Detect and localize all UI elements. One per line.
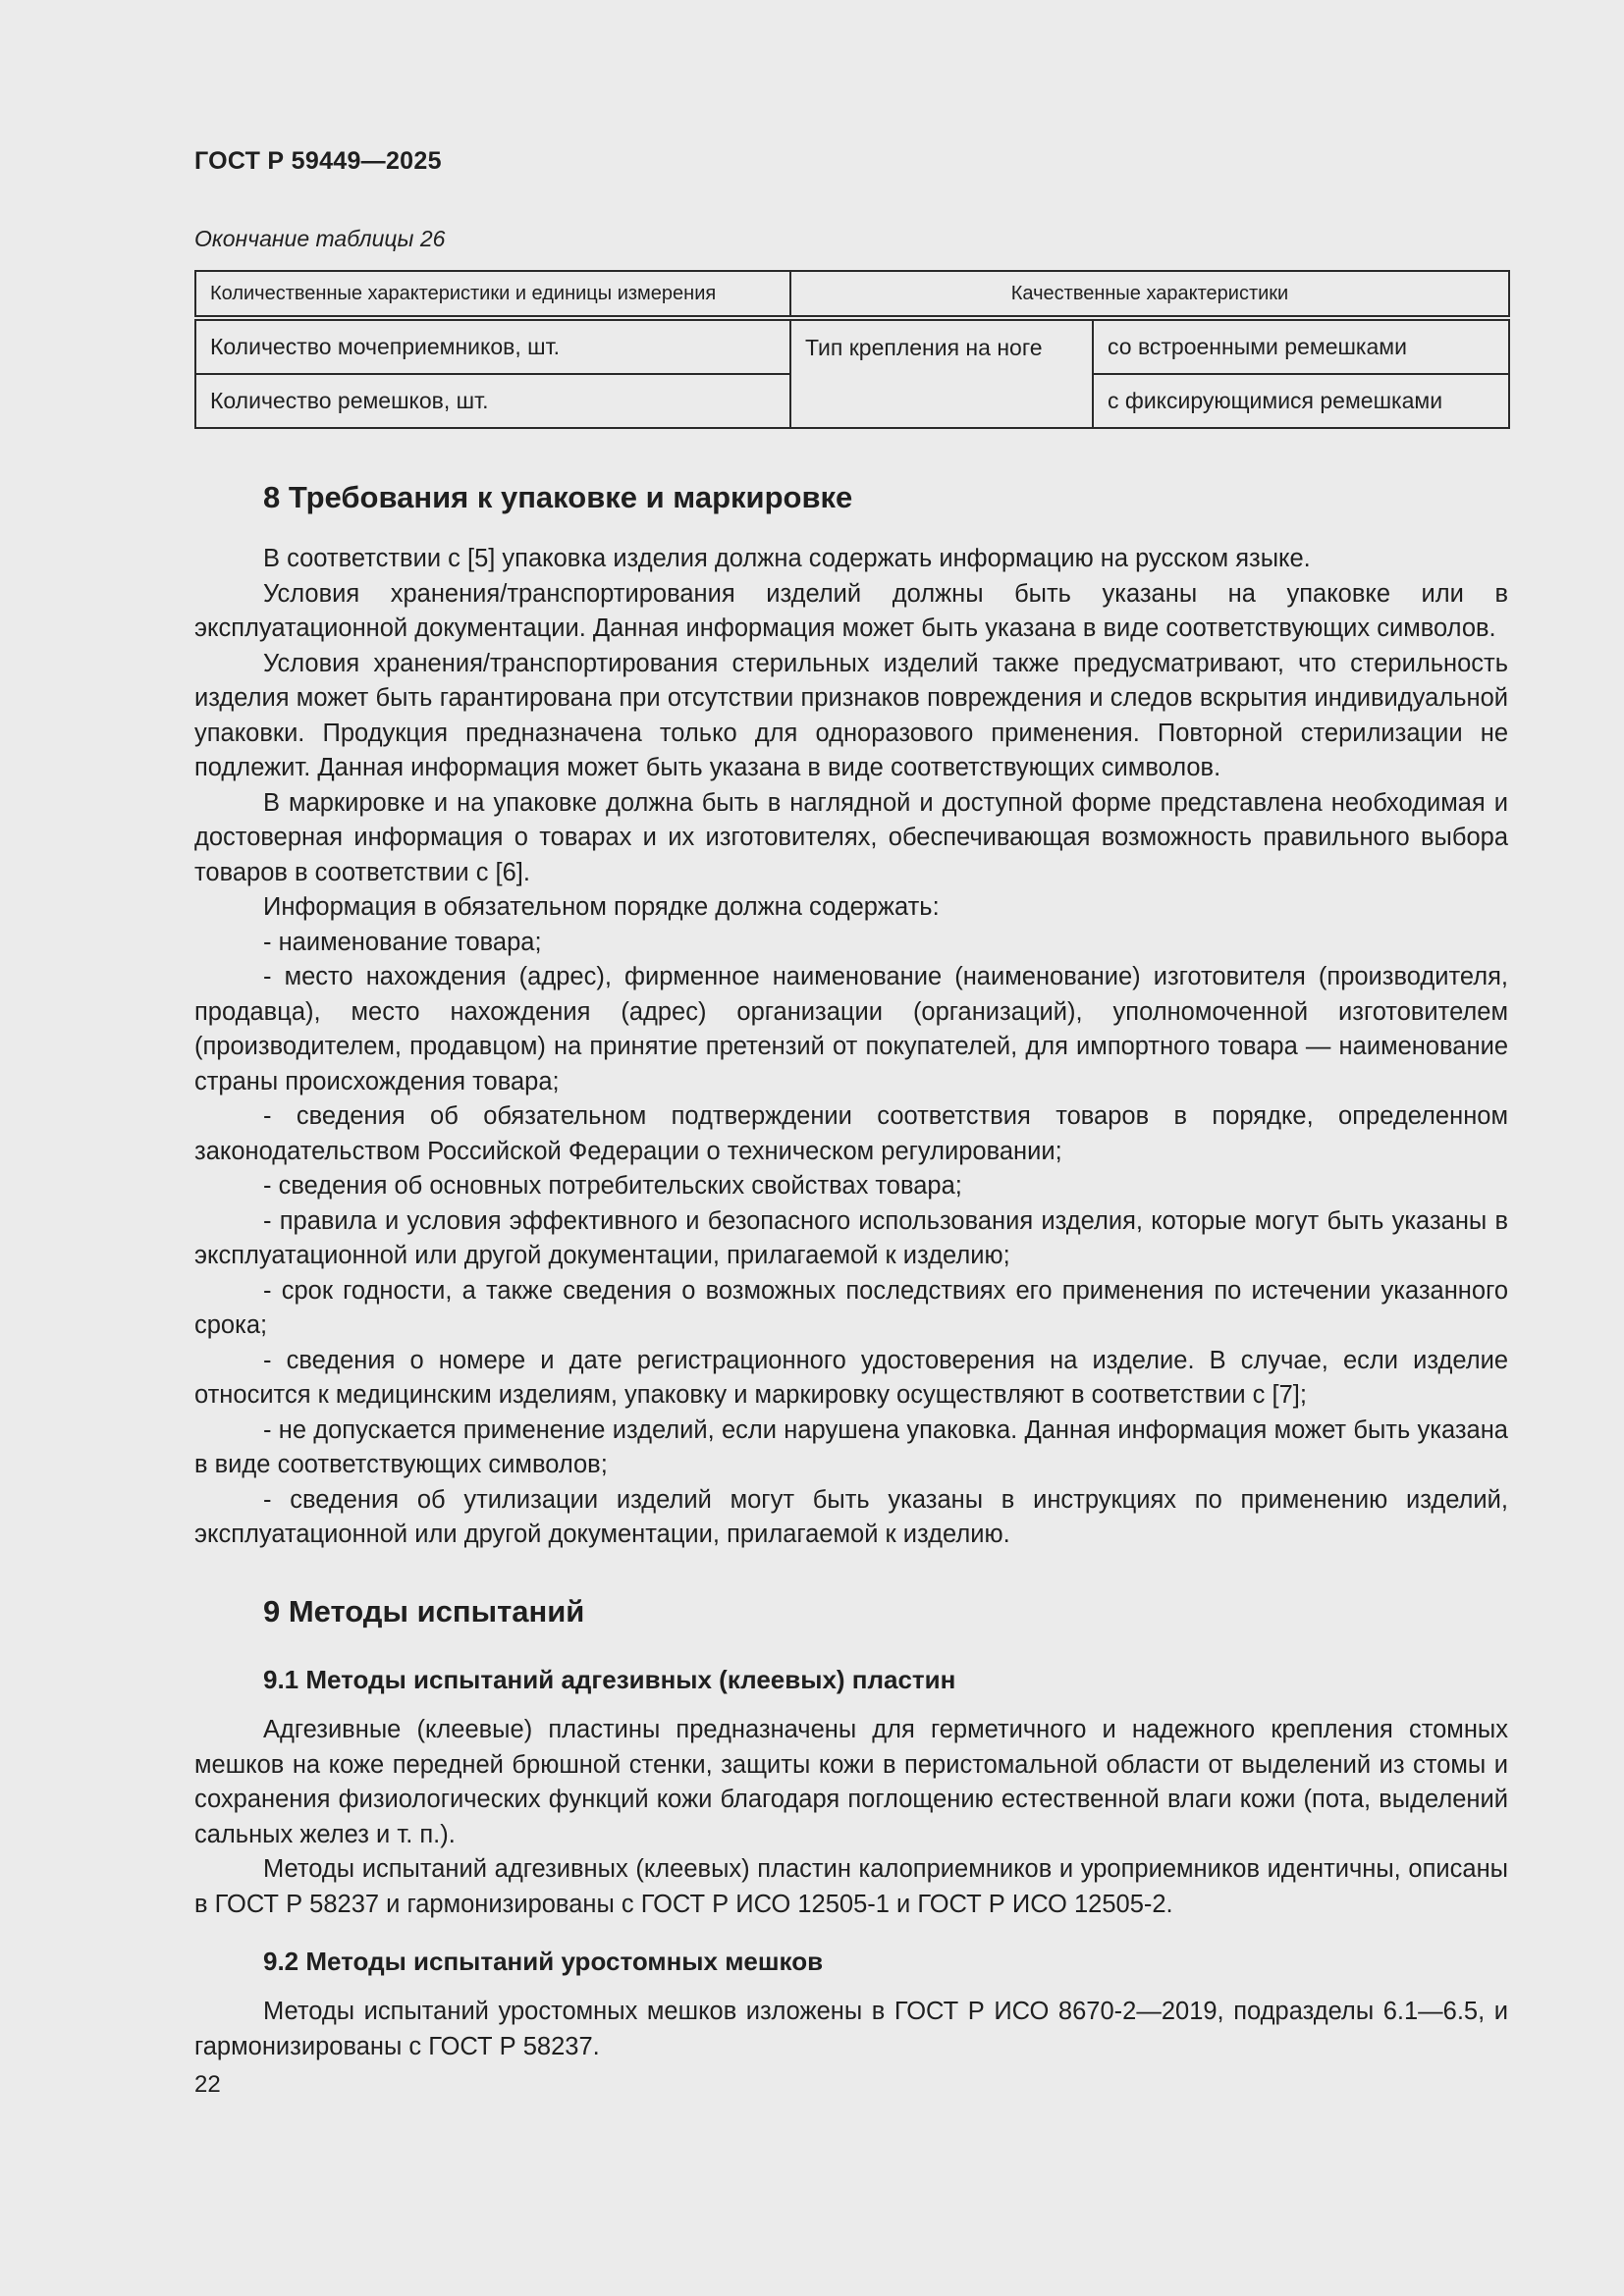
list-item: - не допускается применение изделий, если нарушена упаковка. Данная информация может быть указана в виде соответствующих символов; <box>194 1415 1508 1478</box>
table-header-row <box>195 271 1509 318</box>
paragraph: Адгезивные (клеевые) пластины предназначены для герметичного и надежного крепления стомных мешков на коже передней брюшной стенки, защиты кожи в перистомальной области от выделений из стомы и сохранения физиологических функций кожи благодаря поглощению естественной влаги кожи (пота, выделений сальных желез и т. п.). <box>194 1716 1508 1848</box>
table-cell: Тип крепления на ноге <box>790 318 1093 428</box>
table-cell: со встроенными ремешками <box>1093 318 1509 374</box>
paragraph: В соответствии с [5] упаковка изделия должна содержать информацию на русском языке. <box>263 545 1311 572</box>
subsection-heading: 9.1 Методы испытаний адгезивных (клеевых) пластин <box>263 1665 956 1694</box>
list-item: - место нахождения (адрес), фирменное наименование (наименование) изготовителя (производителя, продавца), место нахождения (адрес) организации (организаций), уполномоченной изготовителем (производителем, продавцом) на принятие претензий от покупателей, для импортного товара — наименование страны происхождения товара; <box>194 963 1508 1095</box>
table-cell: Количество ремешков, шт. <box>195 374 790 428</box>
list-item: - сведения об утилизации изделий могут быть указаны в инструкциях по применению изделий, эксплуатационной или другой документации, прилагаемой к изделию. <box>194 1485 1508 1548</box>
table-cell: с фиксирующимися ремешками <box>1093 374 1509 428</box>
list-item: - наименование товара; <box>263 928 542 956</box>
table-26 <box>194 270 1510 429</box>
document-code: ГОСТ Р 59449—2025 <box>194 147 442 175</box>
paragraph: Методы испытаний уростомных мешков изложены в ГОСТ Р ИСО 8670-2—2019, подразделы 6.1—6.5, и гармонизированы с ГОСТ Р 58237. <box>194 1998 1508 2060</box>
header-qualitative: Качественные характеристики <box>790 271 1509 318</box>
header-quantitative: Количественные характеристики и единицы измерения <box>195 271 790 318</box>
subsection-heading: 9.2 Методы испытаний уростомных мешков <box>263 1947 824 1976</box>
paragraph: Информация в обязательном порядке должна содержать: <box>263 893 940 921</box>
page-number: 22 <box>194 2071 221 2098</box>
section-heading: 9 Методы испытаний <box>263 1594 585 1629</box>
subsection-9-1-body <box>194 1713 1508 1922</box>
list-item: - сведения об обязательном подтверждении соответствия товаров в порядке, определенном законодательством Российской Федерации о техническом регулировании; <box>194 1102 1508 1165</box>
list-item: - правила и условия эффективного и безопасного использования изделия, которые могут быть указаны в эксплуатационной или другой документации, прилагаемой к изделию; <box>194 1206 1508 1269</box>
table-row <box>195 318 1509 374</box>
paragraph: Методы испытаний адгезивных (клеевых) пластин калоприемников и уроприемников идентичны, описаны в ГОСТ Р 58237 и гармонизированы с ГОСТ Р ИСО 12505-1 и ГОСТ Р ИСО 12505-2. <box>194 1855 1508 1918</box>
paragraph: Условия хранения/транспортирования изделий должны быть указаны на упаковке или в эксплуатационной документации. Данная информация может быть указана в виде соответствующих символов. <box>194 579 1508 642</box>
list-item: - срок годности, а также сведения о возможных последствиях его применения по истечении указанного срока; <box>194 1276 1508 1339</box>
list-item: - сведения о номере и дате регистрационного удостоверения на изделие. В случае, если изделие относится к медицинским изделиям, упаковку и маркировку осуществляют в соответствии с [7]; <box>194 1346 1508 1409</box>
paragraph: В маркировке и на упаковке должна быть в наглядной и доступной форме представлена необходимая и достоверная информация о товарах и их изготовителях, обеспечивающая возможность правильного выбора товаров в соответствии с [6]. <box>194 788 1508 886</box>
table-caption: Окончание таблицы 26 <box>194 226 446 251</box>
list-item: - сведения об основных потребительских свойствах товара; <box>263 1172 962 1200</box>
table-cell: Количество мочеприемников, шт. <box>195 318 790 374</box>
subsection-9-2-body <box>194 1995 1508 2064</box>
section-heading: 8 Требования к упаковке и маркировке <box>263 480 853 514</box>
section-8-body <box>194 542 1508 1553</box>
paragraph: Условия хранения/транспортирования стерильных изделий также предусматривают, что стерильность изделия может быть гарантирована при отсутствии признаков повреждения и следов вскрытия индивидуальной упаковки. Продукция предназначена только для одноразового применения. Повторной стерилизации не подлежит. Данная информация может быть указана в виде соответствующих символов. <box>194 649 1508 781</box>
